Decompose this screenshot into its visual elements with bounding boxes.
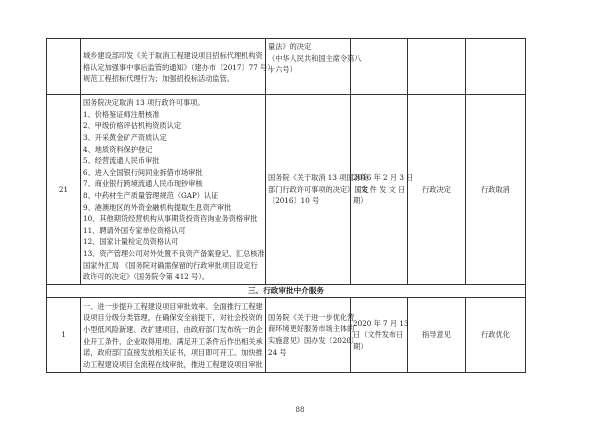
- date-cell: [351, 298, 408, 373]
- category-cell: 行政取消: [466, 95, 526, 285]
- table-row-21: [47, 95, 526, 285]
- content-line: 12、国家计量检定员资格认可: [83, 237, 179, 247]
- content-line: 4、地质资料保护登记: [83, 144, 153, 154]
- category-cell: 行政优化: [466, 298, 526, 373]
- content-line: 一、进一步提升工程建设项目审批效率。全面推行工程建: [83, 301, 263, 311]
- content-cell: [81, 39, 279, 95]
- date-line: 2016 年 2 月 3 日: [353, 173, 414, 183]
- content-line: 8、中药材生产质量管理规范（GAP）认证: [83, 191, 219, 200]
- date-line: 期）: [353, 196, 368, 206]
- row-number-cell: 21: [47, 95, 81, 285]
- content-line: 6、进入全国银行间同业拆借市场审批: [83, 167, 203, 177]
- content-line: 2、甲级价格评估机构资质认定: [83, 121, 182, 131]
- type-cell: 指导意见: [408, 298, 466, 373]
- basis-cell: [266, 95, 369, 285]
- basis-line: 部门行政许可事项的决定》国发: [268, 184, 369, 194]
- date-line: 日（文件发布日: [353, 330, 404, 340]
- content-line: 11、聘请外国专家单位资格认可: [83, 225, 186, 235]
- content-line: 13、资产管理公司对外处置不良资产备案登记、汇总核准: [83, 248, 265, 258]
- content-line: 7、商业银行跨境流通人民币现钞审核: [83, 179, 203, 189]
- section-header: 三、行政审批中介服务: [47, 285, 526, 298]
- content-line: 政许可的决定》（国务院令第 412 号）。: [83, 272, 210, 282]
- date-line: 期）: [353, 341, 368, 351]
- content-cell: [81, 95, 266, 285]
- category-cell: [466, 39, 526, 95]
- content-line: 国家外汇局 《国务院对确需保留的行政审批项目设定行: [83, 260, 258, 270]
- date-line: （文 件 发 文 日: [353, 184, 406, 194]
- content-line: 小型低风险新建、改扩建项目，由政府部门发布统一的企: [83, 324, 263, 334]
- page-number: 88: [295, 406, 305, 414]
- basis-line: （中华人民共和国主席令第八: [268, 53, 362, 63]
- content-line: 规范工程招标代理行为；加强招投标活动监管。: [83, 74, 234, 84]
- table-row-1: [47, 298, 526, 373]
- section-header-row: [47, 285, 526, 298]
- content-line: 5、经营流通人民币审批: [83, 156, 160, 166]
- basis-line: 24 号: [268, 347, 287, 357]
- content-line: 3、开采黄金矿产资质认定: [83, 133, 167, 143]
- content-line: 诺，政府部门直接发放相关证书，项目即可开工。加快推: [83, 348, 263, 358]
- content-line: 设项目分级分类管理，在确保安全前提下，对社会投资的: [83, 313, 263, 323]
- basis-line: 国务院《关于进一步优化营: [268, 312, 355, 322]
- basis-line: 实施意见》国办发〔2020〕: [268, 336, 359, 345]
- basis-cell: [266, 298, 359, 373]
- row-number-cell: [47, 39, 81, 95]
- date-cell: [351, 39, 408, 95]
- content-line: 9、港澳地区的外资金融机构提取生息资产审批: [83, 202, 232, 212]
- content-cell: [81, 298, 266, 373]
- basis-line: 商环境更好服务市场主体的: [268, 324, 355, 334]
- row-number-cell: 1: [47, 298, 81, 373]
- date-cell: [351, 95, 414, 285]
- type-cell: [408, 39, 466, 95]
- basis-line: 国务院《关于取消 13 项国务院: [268, 173, 368, 183]
- content-line: 动工程建设项目全流程在线审批，推进工程建设项目审批: [83, 359, 263, 369]
- content-line: 业开工条件，企业取得用地、满足开工条件后作出相关承: [83, 336, 263, 346]
- basis-line: 十六号）: [268, 65, 297, 75]
- table-row-20-tail: [47, 39, 526, 95]
- content-line: 城乡建设部印发《关于取消工程建设项目招标代理机构资: [83, 51, 263, 61]
- content-line: 1、价格鉴证师注册核准: [83, 109, 160, 119]
- basis-line: 量法》的决定: [268, 42, 312, 51]
- date-line: 2020 年 7 月 13: [353, 318, 409, 328]
- content-line: 国务院决定取消 13 项行政许可事项。: [83, 98, 205, 108]
- policy-table: [46, 38, 526, 373]
- type-cell: 行政决定: [408, 95, 466, 285]
- content-line: 10、其他期货经营机构从事期货投资咨询业务资格审批: [83, 214, 258, 224]
- basis-cell: [266, 39, 362, 95]
- basis-line: 〔2016〕10 号: [268, 196, 320, 206]
- content-line: 格认定加强事中事后监管的通知》（建办市〔2017〕77 号），: [83, 62, 279, 72]
